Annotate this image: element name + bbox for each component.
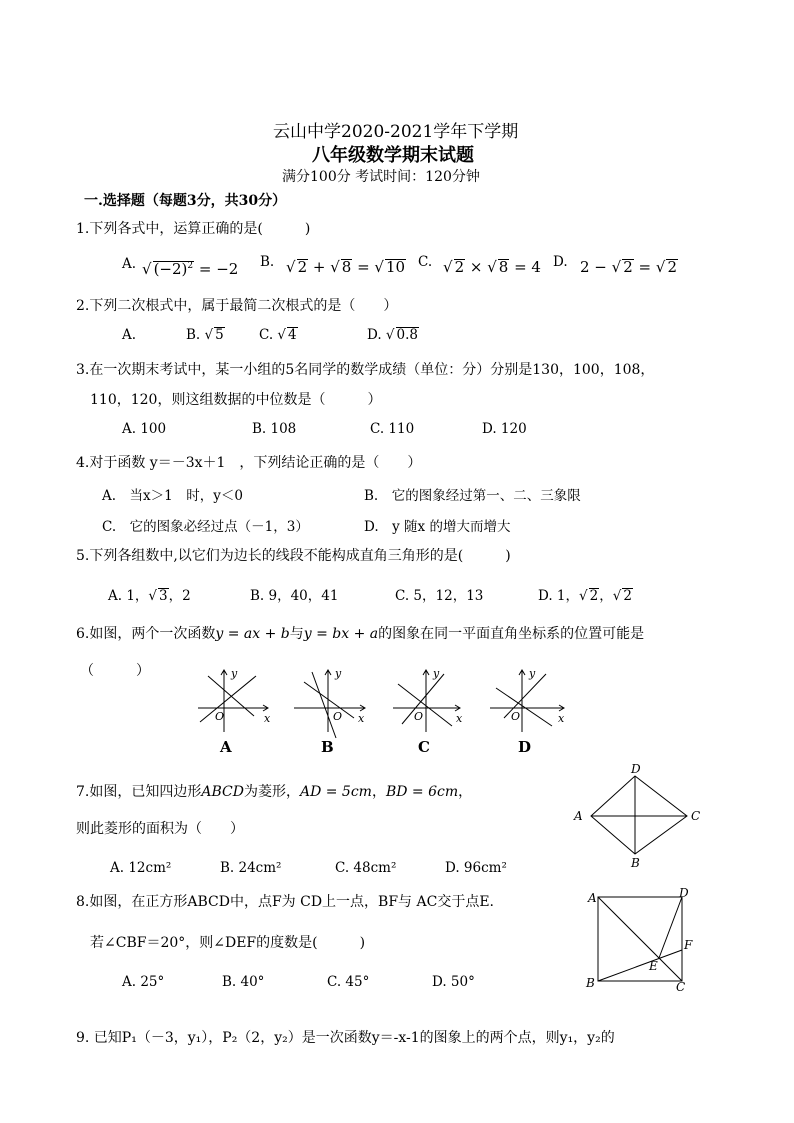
rhombus-outline — [591, 776, 687, 854]
q6-b-label: B — [321, 738, 334, 756]
school-line: 云山中学2020-2021学年下学期 — [273, 122, 519, 142]
q2-option-d: D. √ 0.8 — [367, 327, 419, 343]
q3-stem-line2: 110，120，则这组数据的中位数是（ ） — [90, 392, 382, 408]
q7-option-c: C. 48cm² — [335, 860, 397, 876]
q7-rhombus-figure — [565, 760, 705, 870]
q6-d-origin-label: O — [511, 710, 521, 723]
point-e-label: E — [649, 959, 658, 973]
vertex-d-label: D — [631, 762, 641, 776]
q2-option-c: C. √ 4 — [259, 327, 297, 343]
q6-b-y-label: y — [335, 667, 342, 680]
q5-option-b: B. 9，40，41 — [250, 588, 339, 604]
q5-option-c: C. 5，12，13 — [395, 588, 484, 604]
q6-a-label: A — [220, 738, 232, 756]
line-1 — [312, 672, 336, 738]
diagonal-ac — [598, 897, 682, 981]
line-1 — [496, 688, 552, 726]
q8-option-d: D. 50° — [432, 974, 475, 990]
q1-option-a-label: A. — [122, 256, 137, 272]
q6-a-origin-label: O — [215, 710, 225, 723]
q5-option-a: A. 1，√ 3，2 — [108, 588, 191, 604]
q6-c-label: C — [418, 738, 430, 756]
q2-option-a: A. — [122, 327, 137, 343]
q7-stem-line1: 7.如图，已知四边形ABCD为菱形，AD = 5cm，BD = 6cm， — [76, 784, 473, 800]
vertex-a-label: A — [574, 809, 583, 823]
q8-option-a: A. 25° — [122, 974, 165, 990]
q3-stem-line1: 3.在一次期末考试中，某一小组的5名同学的数学成绩（单位：分）分别是130，100，108， — [76, 362, 655, 378]
segment-bf — [598, 950, 682, 981]
vertex-c-label: C — [676, 980, 686, 994]
q6-b-x-label: x — [358, 712, 365, 725]
vertex-c-label: C — [691, 809, 701, 823]
q1-option-c-expr: √ 2 × √ 8 = 4 — [443, 258, 541, 276]
q6-a-y-label: y — [231, 667, 238, 680]
q4-option-d: D. y 随x 的增大而增大 — [364, 519, 511, 535]
q6-b-origin-label: O — [333, 710, 343, 723]
q8-option-c: C. 45° — [327, 974, 370, 990]
q8-square-figure — [580, 885, 700, 997]
q8-stem-line2: 若∠CBF＝20°，则∠DEF的度数是( ) — [90, 935, 366, 951]
line-1 — [200, 676, 256, 722]
q3-option-a: A. 100 — [122, 421, 167, 437]
q2-stem: 2.下列二次根式中，属于最简二次根式的是（ ） — [76, 298, 398, 314]
point-f-label: F — [684, 938, 693, 952]
q4-option-b: B. 它的图象经过第一、二、三象限 — [364, 488, 581, 504]
q8-option-b: B. 40° — [222, 974, 265, 990]
q6-graph-d — [490, 670, 564, 732]
q3-option-d: D. 120 — [482, 421, 527, 437]
q7-stem-line2: 则此菱形的面积为（ ） — [76, 821, 244, 837]
line-2 — [304, 682, 354, 718]
q1-option-c-label: C. — [418, 254, 433, 270]
q2-option-b: B. √ 5 — [186, 327, 224, 343]
q1-stem: 1.下列各式中，运算正确的是( ) — [76, 221, 311, 237]
q6-stem: 6.如图，两个一次函数y = ax + b与y = bx + a的图象在同一平面直角坐标系的位置可能是 — [76, 626, 645, 642]
segment-de — [659, 897, 682, 958]
q6-c-x-label: x — [456, 712, 463, 725]
q6-graphs — [190, 660, 580, 760]
q8-stem-line1: 8.如图，在正方形ABCD中，点F为 CD上一点，BF与 AC交于点E. — [76, 894, 494, 910]
q6-graph-b — [294, 670, 365, 738]
q1-option-b-label: B. — [260, 254, 275, 270]
section-heading: 一.选择题（每题3分，共30分） — [84, 193, 287, 209]
vertex-b-label: B — [586, 976, 595, 990]
q6-d-label: D — [518, 738, 532, 756]
q1-option-a-expr: √ $(-2)^2 = -2$ — [142, 260, 239, 278]
q9-stem-line1: 9. 已知P₁（－3，y₁），P₂（2，y₂）是一次函数y＝-x-1的图象上的两个点，则y₁，y₂的 — [76, 1030, 615, 1046]
q7-option-d: D. 96cm² — [445, 860, 507, 876]
q7-option-b: B. 24cm² — [220, 860, 282, 876]
q6-graph-c — [393, 670, 460, 732]
exam-title: 八年级数学期末试题 — [312, 145, 474, 166]
q4-option-a: A. 当x＞1 时，y＜0 — [102, 488, 243, 504]
vertex-d-label: D — [679, 886, 689, 900]
q3-option-b: B. 108 — [252, 421, 297, 437]
q6-answer-paren: （ ） — [80, 663, 150, 679]
q3-option-c: C. 110 — [370, 421, 415, 437]
q4-stem: 4.对于函数 y＝－3x＋1 ，下列结论正确的是（ ） — [76, 455, 422, 471]
q6-c-y-label: y — [433, 667, 440, 680]
vertex-b-label: B — [631, 856, 640, 870]
q1-option-b-expr: √ 2 + √ 8 = √ 10 — [286, 258, 406, 276]
q6-d-x-label: x — [558, 712, 565, 725]
q6-c-origin-label: O — [414, 710, 424, 723]
q1-option-d-label: D. — [553, 254, 568, 270]
q4-option-c: C. 它的图象必经过点（－1，3） — [102, 519, 309, 535]
q1-option-d-expr: 2 − √ 2 = √ 2 — [580, 258, 677, 276]
q5-stem: 5.下列各组数中,以它们为边长的线段不能构成直角三角形的是( ) — [76, 548, 511, 564]
q7-option-a: A. 12cm² — [110, 860, 172, 876]
q6-d-y-label: y — [529, 667, 536, 680]
q5-option-d: D. 1，√ 2，√ 2 — [538, 588, 632, 604]
q6-a-x-label: x — [264, 712, 271, 725]
exam-info: 满分100分 考试时间：120分钟 — [282, 169, 480, 185]
vertex-a-label: A — [588, 891, 597, 905]
